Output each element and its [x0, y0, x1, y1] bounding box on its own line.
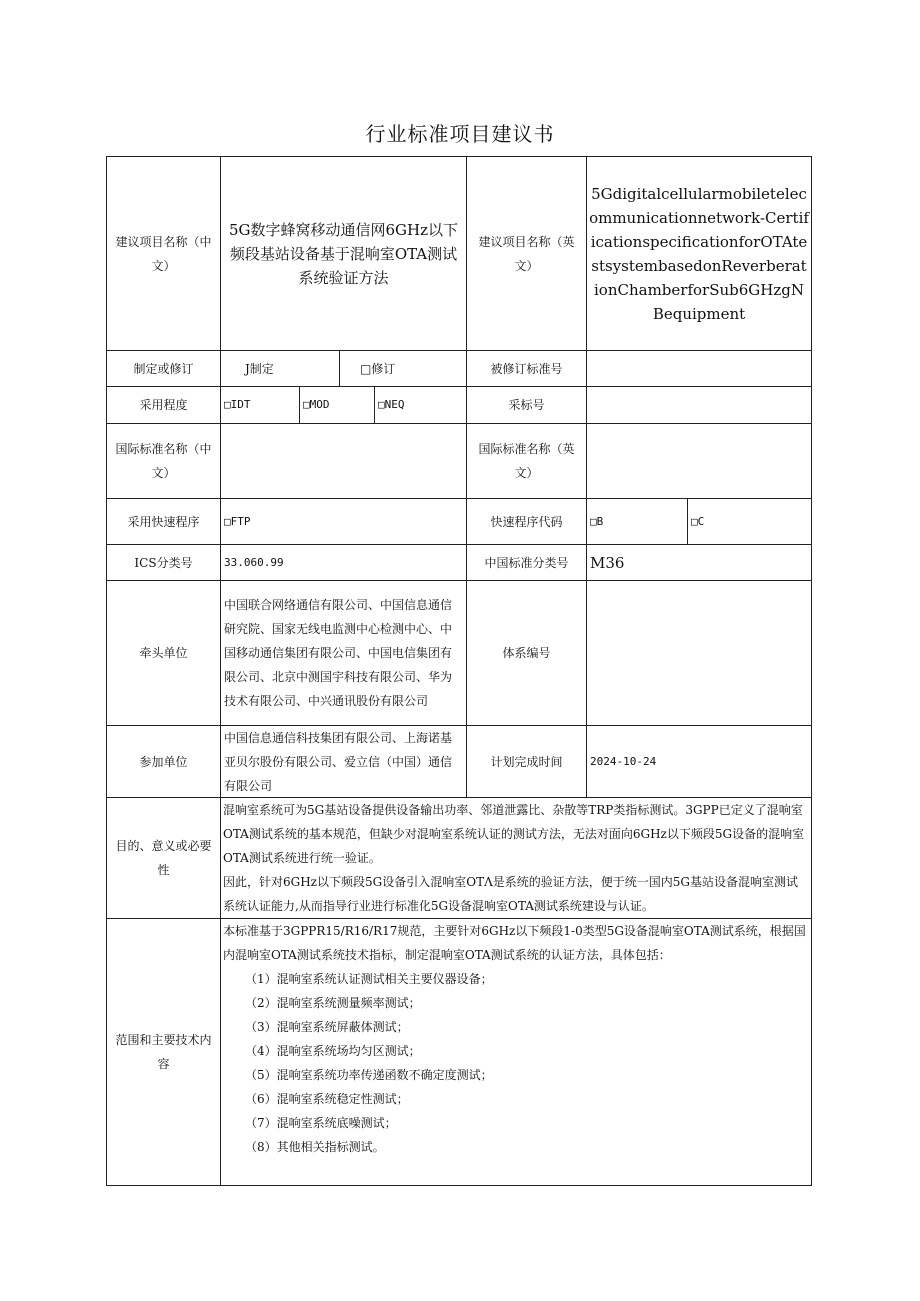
- revised-no-value: [586, 350, 812, 387]
- ccs-value: M36: [586, 544, 812, 581]
- lead-unit-value: 中国联合网络通信有限公司、中国信息通信研究院、国家无线电监测中心检测中心、中国移动通信集团有限公司、中国电信集团有限公司、北京中测国宇科技有限公司、华为技术有限公司、中兴通讯股份有限公司: [220, 580, 467, 726]
- scope-item: （5）混响室系统功率传递函数不确定度测试；: [245, 1068, 493, 1082]
- scope-item: （8）其他相关指标测试。: [245, 1140, 385, 1154]
- project-name-cn-value: 5G数字蜂窝移动通信网6GHz以下频段基站设备基于混响室OTA测试系统验证方法: [220, 156, 467, 351]
- intl-std-cn-value: [220, 423, 467, 499]
- adoption-idt-option[interactable]: □IDT: [220, 386, 300, 424]
- adopt-no-label: 采标号: [466, 386, 587, 424]
- scope-item: （7）混响室系统底噪测试；: [245, 1116, 397, 1130]
- page-title: 行业标准项目建议书: [365, 122, 555, 146]
- intl-std-cn-label: 国际标准名称（中文）: [106, 423, 221, 499]
- purpose-paragraph-2: 因此，针对6GHz以下频段5G设备引入混响室OTΛ是系统的验证方法，便于统一国内5G基站设备混响室测试系统认证能力,从而指导行业进行标准化5G设备混响室OTA测试系统建设与认证。: [223, 875, 798, 913]
- revise-option[interactable]: □修订: [339, 350, 467, 387]
- ics-value: 33.060.99: [220, 544, 467, 581]
- adoption-neq-option[interactable]: □NEQ: [374, 386, 467, 424]
- participants-value: 中国信息通信科技集团有限公司、上海诺基亚贝尔股份有限公司、爱立信（中国）通信有限公司: [220, 725, 467, 798]
- adopt-no-value: [586, 386, 812, 424]
- lead-unit-label: 牵头单位: [106, 580, 221, 726]
- purpose-paragraph-1: 混响室系统可为5G基站设备提供设备输出功率、邻道泄露比、杂散等TRP类指标测试。3GPP已定义了混响室OTA测试系统的基本规范，但缺少对混响室系统认证的测试方法，无法对面向6GHz以下频段5G设备的混响室OTA测试系统进行统一验证。: [223, 803, 805, 865]
- ics-label: ICS分类号: [106, 544, 221, 581]
- scope-label: 范围和主要技术内容: [106, 918, 221, 1186]
- fast-track-ftp-option[interactable]: □FTP: [220, 498, 467, 545]
- system-no-label: 体系编号: [466, 580, 587, 726]
- scope-item: （6）混响室系统稳定性测试；: [245, 1092, 409, 1106]
- fast-track-code-label: 快速程序代码: [466, 498, 587, 545]
- scope-intro: 本标准基于3GPPR15/R16/R17规范，主要针对6GHz以下频段1-0类型5G设备混响室OTA测试系统，根据国内混响室OTA测试系统技术指标，制定混响室OTA测试系统的认证方法，具体包括：: [223, 924, 806, 962]
- adoption-mod-option[interactable]: □MOD: [299, 386, 375, 424]
- scope-item: （4）混响室系统场均匀区测试；: [245, 1044, 421, 1058]
- adoption-label: 采用程度: [106, 386, 221, 424]
- intl-std-en-label: 国际标准名称（英文）: [466, 423, 587, 499]
- scope-item: （2）混响室系统测量频率测试；: [245, 996, 421, 1010]
- revised-no-label: 被修订标准号: [466, 350, 587, 387]
- participants-label: 参加单位: [106, 725, 221, 798]
- ccs-label: 中国标准分类号: [466, 544, 587, 581]
- fast-track-label: 采用快速程序: [106, 498, 221, 545]
- scope-item: （3）混响室系统屏蔽体测试；: [245, 1020, 409, 1034]
- intl-std-en-value: [586, 423, 812, 499]
- formulate-option[interactable]: J制定: [220, 350, 340, 387]
- project-name-en-label: 建议项目名称（英文）: [466, 156, 587, 351]
- fast-track-c-option[interactable]: □C: [687, 498, 812, 545]
- plan-date-label: 计划完成时间: [466, 725, 587, 798]
- proposal-form: [106, 156, 812, 1186]
- project-name-cn-label: 建议项目名称（中文）: [106, 156, 221, 351]
- scope-item: （1）混响室系统认证测试相关主要仪器设备；: [245, 972, 493, 986]
- purpose-content: [220, 797, 812, 919]
- system-no-value: [586, 580, 812, 726]
- fast-track-b-option[interactable]: □B: [586, 498, 688, 545]
- formulate-label: 制定或修订: [106, 350, 221, 387]
- plan-date-value: 2024-10-24: [586, 725, 812, 798]
- project-name-en-value: 5Gdigitalcellularmobiletelecommunicationnetwork-CertificationspecificationforOTAtestsystembasedonReverberationChamberforSub6GHzgNBequipment: [586, 156, 812, 351]
- scope-content: [220, 918, 812, 1186]
- purpose-label: 目的、意义或必要性: [106, 797, 221, 919]
